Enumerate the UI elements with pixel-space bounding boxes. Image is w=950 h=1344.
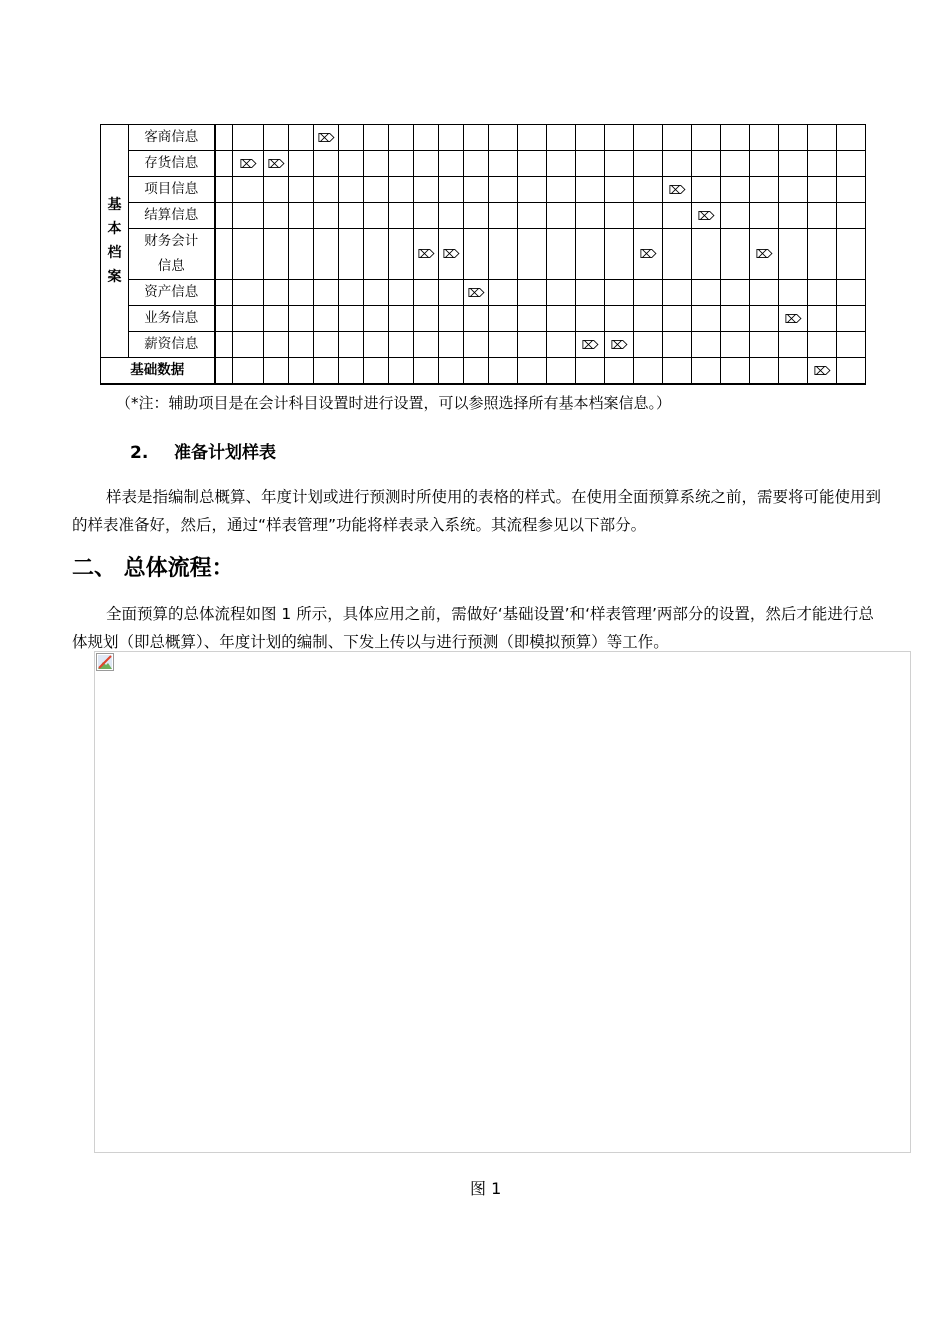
grid-cell <box>808 358 837 385</box>
grid-cell <box>464 125 489 151</box>
grid-cell <box>837 203 866 229</box>
grid-cell <box>314 125 339 151</box>
grid-cell <box>837 332 866 358</box>
table-row-base-data <box>101 358 866 385</box>
grid-cell <box>264 358 289 385</box>
checked-mark-icon: ⌦ <box>784 311 802 326</box>
grid-cell <box>547 332 576 358</box>
grid-cell <box>837 358 866 385</box>
checked-mark-icon: ⌦ <box>755 247 773 261</box>
grid-cell <box>605 125 634 151</box>
table-note: （*注：辅助项目是在会计科目设置时进行设置，可以参照选择所有基本档案信息。） <box>116 394 672 412</box>
grid-cell <box>464 151 489 177</box>
grid-cell <box>605 151 634 177</box>
grid-cell <box>314 280 339 306</box>
grid-cell <box>634 229 663 280</box>
grid-cell <box>779 332 808 358</box>
grid-cell <box>489 177 518 203</box>
grid-cell <box>547 229 576 280</box>
grid-cell <box>721 280 750 306</box>
checked-mark-icon: ⌦ <box>610 337 628 352</box>
grid-cell <box>605 306 634 332</box>
table-row <box>101 332 866 358</box>
grid-cell <box>663 125 692 151</box>
grid-cell <box>389 280 414 306</box>
grid-cell <box>489 332 518 358</box>
grid-cell <box>464 177 489 203</box>
grid-cell <box>576 151 605 177</box>
grid-cell <box>364 177 389 203</box>
grid-cell <box>808 306 837 332</box>
grid-cell <box>634 332 663 358</box>
section-title: 准备计划样表 <box>174 443 276 463</box>
grid-cell <box>233 177 264 203</box>
grid-cell <box>339 177 364 203</box>
grid-cell <box>439 358 464 385</box>
grid-cell <box>750 358 779 385</box>
grid-cell <box>364 306 389 332</box>
checked-mark-icon: ⌦ <box>267 156 285 171</box>
grid-cell <box>779 125 808 151</box>
grid-cell <box>314 229 339 280</box>
grid-cell <box>518 229 547 280</box>
grid-cell <box>721 358 750 385</box>
grid-cell <box>605 280 634 306</box>
grid-cell <box>464 332 489 358</box>
grid-cell <box>414 125 439 151</box>
grid-cell <box>215 125 233 151</box>
grid-cell <box>721 332 750 358</box>
checked-mark-icon: ⌦ <box>581 337 599 352</box>
grid-cell <box>837 177 866 203</box>
grid-cell <box>264 229 289 280</box>
grid-cell <box>547 203 576 229</box>
grid-cell <box>414 332 439 358</box>
grid-cell <box>721 203 750 229</box>
table-row <box>101 306 866 332</box>
grid-cell <box>837 280 866 306</box>
table-row <box>101 151 866 177</box>
grid-cell <box>808 203 837 229</box>
grid-cell <box>692 306 721 332</box>
grid-cell <box>439 125 464 151</box>
section-heading <box>130 438 276 463</box>
grid-cell <box>518 280 547 306</box>
grid-cell <box>289 203 314 229</box>
row-label: 项目信息 <box>129 177 215 203</box>
grid-cell <box>364 332 389 358</box>
grid-cell <box>364 229 389 280</box>
grid-cell <box>547 280 576 306</box>
grid-cell <box>215 229 233 280</box>
grid-cell <box>663 177 692 203</box>
grid-cell <box>779 177 808 203</box>
grid-cell <box>663 280 692 306</box>
grid-cell <box>314 332 339 358</box>
grid-cell <box>339 151 364 177</box>
grid-cell <box>289 280 314 306</box>
checked-mark-icon: ⌦ <box>239 156 257 171</box>
grid-cell <box>264 306 289 332</box>
grid-cell <box>264 125 289 151</box>
grid-cell <box>721 306 750 332</box>
grid-cell <box>605 332 634 358</box>
grid-cell <box>464 358 489 385</box>
grid-cell <box>547 125 576 151</box>
grid-cell <box>547 358 576 385</box>
grid-cell <box>264 203 289 229</box>
grid-cell <box>576 125 605 151</box>
grid-cell <box>489 280 518 306</box>
grid-cell <box>289 125 314 151</box>
grid-cell <box>808 229 837 280</box>
grid-cell <box>721 151 750 177</box>
grid-cell <box>314 177 339 203</box>
grid-cell <box>663 229 692 280</box>
grid-cell <box>314 306 339 332</box>
grid-cell <box>547 306 576 332</box>
grid-cell <box>576 229 605 280</box>
grid-cell <box>414 151 439 177</box>
grid-cell <box>837 306 866 332</box>
grid-cell <box>605 203 634 229</box>
grid-cell <box>518 306 547 332</box>
grid-cell <box>634 125 663 151</box>
grid-cell <box>414 177 439 203</box>
grid-cell <box>339 229 364 280</box>
grid-cell <box>339 306 364 332</box>
grid-cell <box>518 151 547 177</box>
grid-cell <box>692 332 721 358</box>
section-number: 2. <box>130 443 149 463</box>
row-label: 资产信息 <box>129 280 215 306</box>
grid-cell <box>808 151 837 177</box>
grid-cell <box>547 151 576 177</box>
grid-cell <box>389 358 414 385</box>
checked-mark-icon: ⌦ <box>668 182 686 197</box>
grid-cell <box>364 125 389 151</box>
grid-cell <box>750 332 779 358</box>
grid-cell <box>605 358 634 385</box>
grid-cell <box>663 358 692 385</box>
table-row <box>101 125 866 151</box>
grid-cell <box>339 358 364 385</box>
row-label: 薪资信息 <box>129 332 215 358</box>
grid-cell <box>215 177 233 203</box>
grid-cell <box>750 203 779 229</box>
grid-cell <box>576 306 605 332</box>
grid-cell <box>439 306 464 332</box>
table-row <box>101 177 866 203</box>
grid-cell <box>779 151 808 177</box>
grid-cell <box>339 332 364 358</box>
grid-cell <box>439 177 464 203</box>
grid-cell <box>389 332 414 358</box>
grid-cell <box>233 229 264 280</box>
grid-cell <box>663 306 692 332</box>
grid-cell <box>233 332 264 358</box>
grid-cell <box>339 280 364 306</box>
grid-cell <box>414 229 439 280</box>
grid-cell <box>264 280 289 306</box>
grid-cell <box>837 151 866 177</box>
grid-cell <box>233 203 264 229</box>
grid-cell <box>837 125 866 151</box>
grid-cell <box>439 203 464 229</box>
row-label: 客商信息 <box>129 125 215 151</box>
grid-cell <box>233 306 264 332</box>
checked-mark-icon: ⌦ <box>697 208 715 223</box>
grid-cell <box>264 177 289 203</box>
grid-cell <box>414 358 439 385</box>
grid-cell <box>663 332 692 358</box>
grid-cell <box>439 229 464 280</box>
grid-cell <box>576 332 605 358</box>
grid-cell <box>215 332 233 358</box>
grid-cell <box>779 229 808 280</box>
checked-mark-icon: ⌦ <box>467 285 485 300</box>
grid-cell <box>576 203 605 229</box>
grid-cell <box>692 358 721 385</box>
grid-cell <box>576 358 605 385</box>
grid-cell <box>264 151 289 177</box>
grid-cell <box>518 358 547 385</box>
grid-cell <box>808 332 837 358</box>
grid-cell <box>605 177 634 203</box>
row-label: 基础数据 <box>101 358 215 385</box>
grid-cell <box>779 358 808 385</box>
grid-cell <box>779 203 808 229</box>
grid-cell <box>289 229 314 280</box>
group-label: 基 本 档 案 <box>101 125 129 358</box>
grid-cell <box>692 125 721 151</box>
grid-cell <box>750 280 779 306</box>
grid-cell <box>464 203 489 229</box>
checked-mark-icon: ⌦ <box>317 130 335 145</box>
row-label: 存货信息 <box>129 151 215 177</box>
paragraph-overall-flow: 全面预算的总体流程如图 1 所示，具体应用之前，需做好‘基础设置’和‘样表管理’两部分的设置，然后才能进行总体规划（即总概算）、年度计划的编制、下发上传以与进行预测（即模拟预算）等工作。 <box>72 605 874 651</box>
grid-cell <box>289 306 314 332</box>
grid-cell <box>439 332 464 358</box>
archive-matrix-table <box>100 124 866 385</box>
grid-cell <box>634 177 663 203</box>
grid-cell <box>215 151 233 177</box>
grid-cell <box>779 306 808 332</box>
paragraph-sample-tables: 样表是指编制总概算、年度计划或进行预测时所使用的表格的样式。在使用全面预算系统之前，需要将可能使用到的样表准备好，然后，通过“样表管理”功能将样表录入系统。其流程参见以下部分。 <box>72 488 882 534</box>
grid-cell <box>750 177 779 203</box>
grid-cell <box>464 280 489 306</box>
grid-cell <box>750 229 779 280</box>
grid-cell <box>489 125 518 151</box>
grid-cell <box>289 151 314 177</box>
grid-cell <box>518 332 547 358</box>
grid-cell <box>721 229 750 280</box>
grid-cell <box>489 229 518 280</box>
grid-cell <box>750 125 779 151</box>
grid-cell <box>663 151 692 177</box>
checked-mark-icon: ⌦ <box>813 363 831 378</box>
grid-cell <box>389 306 414 332</box>
grid-cell <box>389 151 414 177</box>
grid-cell <box>605 229 634 280</box>
figure-caption: 图 1 <box>470 1179 502 1198</box>
grid-cell <box>518 125 547 151</box>
grid-cell <box>634 306 663 332</box>
grid-cell <box>264 332 289 358</box>
grid-cell <box>576 280 605 306</box>
grid-cell <box>364 151 389 177</box>
grid-cell <box>364 280 389 306</box>
grid-cell <box>547 177 576 203</box>
table-row <box>101 203 866 229</box>
grid-cell <box>439 280 464 306</box>
grid-cell <box>808 177 837 203</box>
grid-cell <box>414 306 439 332</box>
grid-cell <box>576 177 605 203</box>
grid-cell <box>339 203 364 229</box>
grid-cell <box>692 229 721 280</box>
grid-cell <box>634 358 663 385</box>
grid-cell <box>389 125 414 151</box>
grid-cell <box>489 203 518 229</box>
grid-cell <box>750 306 779 332</box>
grid-cell <box>464 229 489 280</box>
grid-cell <box>779 280 808 306</box>
grid-cell <box>808 125 837 151</box>
grid-cell <box>215 203 233 229</box>
grid-cell <box>215 358 233 385</box>
grid-cell <box>721 125 750 151</box>
grid-cell <box>389 177 414 203</box>
checked-mark-icon: ⌦ <box>442 247 460 261</box>
grid-cell <box>314 203 339 229</box>
grid-cell <box>414 280 439 306</box>
row-label: 业务信息 <box>129 306 215 332</box>
grid-cell <box>439 151 464 177</box>
grid-cell <box>692 151 721 177</box>
table-row <box>101 229 866 280</box>
broken-image-icon <box>96 653 114 671</box>
grid-cell <box>389 203 414 229</box>
grid-cell <box>634 203 663 229</box>
grid-cell <box>289 358 314 385</box>
figure-placeholder <box>94 651 911 1153</box>
grid-cell <box>808 280 837 306</box>
grid-cell <box>289 177 314 203</box>
grid-cell <box>489 358 518 385</box>
grid-cell <box>518 203 547 229</box>
grid-cell <box>364 203 389 229</box>
grid-cell <box>414 203 439 229</box>
grid-cell <box>634 151 663 177</box>
grid-cell <box>233 358 264 385</box>
grid-cell <box>233 125 264 151</box>
grid-cell <box>364 358 389 385</box>
grid-cell <box>750 151 779 177</box>
grid-cell <box>634 280 663 306</box>
grid-cell <box>233 151 264 177</box>
grid-cell <box>464 306 489 332</box>
grid-cell <box>721 177 750 203</box>
row-label: 结算信息 <box>129 203 215 229</box>
grid-cell <box>837 229 866 280</box>
grid-cell <box>233 280 264 306</box>
grid-cell <box>314 358 339 385</box>
grid-cell <box>289 332 314 358</box>
grid-cell <box>663 203 692 229</box>
grid-cell <box>389 229 414 280</box>
grid-cell <box>692 203 721 229</box>
row-label: 财务会计信息 <box>129 229 215 280</box>
grid-cell <box>692 280 721 306</box>
grid-cell <box>692 177 721 203</box>
grid-cell <box>339 125 364 151</box>
table-row <box>101 280 866 306</box>
chapter-heading: 二、 总体流程： <box>72 556 234 581</box>
grid-cell <box>314 151 339 177</box>
grid-cell <box>215 280 233 306</box>
grid-cell <box>489 151 518 177</box>
checked-mark-icon: ⌦ <box>417 247 435 261</box>
grid-cell <box>489 306 518 332</box>
grid-cell <box>518 177 547 203</box>
grid-cell <box>215 306 233 332</box>
checked-mark-icon: ⌦ <box>639 247 657 261</box>
